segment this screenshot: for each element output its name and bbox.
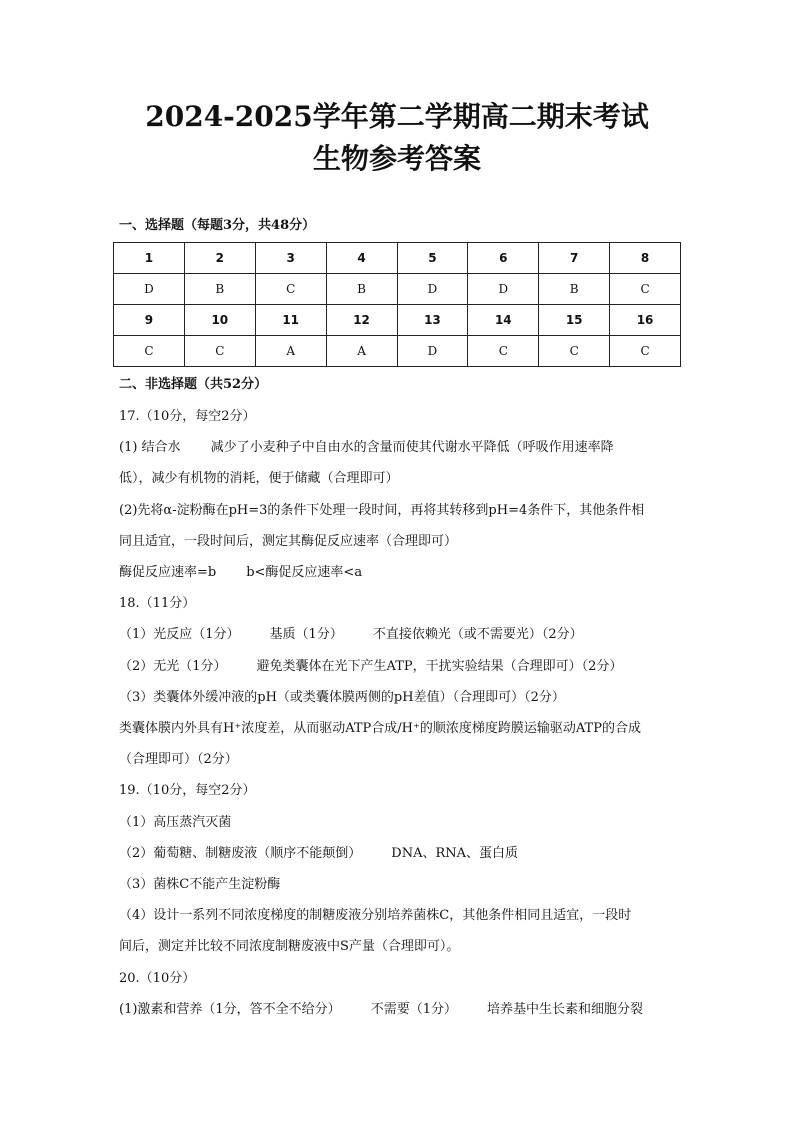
answer-line [119,814,684,832]
answer-line [119,876,684,894]
answer-text: 基质（1分） [269,627,343,643]
answer-line [119,439,684,457]
page-subtitle: 生物参考答案 [312,142,481,175]
answer-cell: B [326,274,397,305]
answer-line [119,626,684,644]
page-title: 2024-2025学年第二学期高二期末考试 [145,100,649,133]
answer-text: （1）高压蒸汽灭菌 [119,814,232,830]
answer-line [119,658,684,676]
question-number-row [114,305,681,336]
answer-text: （2）无光（1分） [119,658,227,674]
answer-cell: C [610,336,681,367]
answer-row [114,336,681,367]
question-number-cell: 14 [468,305,539,336]
question-number-cell: 2 [184,243,255,274]
question-number-cell: 10 [184,305,255,336]
answer-line [119,845,684,863]
section-heading-choice: 一、选择题（每题3分，共48分） [119,218,316,233]
answer-cell: A [326,336,397,367]
answer-line [119,907,684,925]
question-number-cell: 6 [468,243,539,274]
answer-cell: C [255,274,326,305]
answer-line [119,782,684,800]
question-number-cell: 13 [397,305,468,336]
answer-cell: C [468,336,539,367]
answer-text: 类囊体膜内外具有H⁺浓度差，从而驱动ATP合成/H⁺的顺浓度梯度跨膜运输驱动ATP的合成 [119,721,641,736]
answer-line [119,720,684,738]
answer-text: 不直接依赖光（或不需要光）（2分） [372,627,583,643]
answer-cell: B [184,274,255,305]
answer-text: 低），减少有机物的消耗，便于储藏（合理即可） [119,471,399,487]
question-number-cell: 3 [255,243,326,274]
question-number-cell: 4 [326,243,397,274]
question-number-cell: 11 [255,305,326,336]
answer-text: （1）光反应（1分） [119,627,240,643]
question-number-cell: 9 [114,305,185,336]
question-number-cell: 12 [326,305,397,336]
answer-line [119,938,684,956]
answer-line [119,470,684,488]
answer-cell: C [539,336,610,367]
answer-text: (1) 结合水 [119,440,181,456]
answer-text: （3）类囊体外缓冲液的pH（或类囊体膜两侧的pH差值）（合理即可）（2分） [119,689,565,705]
question-number-cell: 8 [610,243,681,274]
question-number-cell: 16 [610,305,681,336]
answer-line [119,689,684,707]
answer-line [119,970,684,988]
answer-text: 同且适宜，一段时间后，测定其酶促反应速率（合理即可） [119,533,458,549]
answer-cell: C [114,336,185,367]
answer-text: DNA、RNA、蛋白质 [391,845,519,861]
answer-cell: D [114,274,185,305]
answer-text: （4）设计一系列不同浓度梯度的制糖废液分别培养菌株C，其他条件相同且适宜，一段时 [119,908,632,924]
answer-text: 酶促反应速率=b [119,565,217,580]
answer-text: 20.（10分） [119,970,196,986]
answer-text: (1)激素和营养（1分，答不全不给分） [119,1001,341,1017]
section-heading-non-choice: 二、非选择题（共52分） [119,377,268,392]
question-number-cell: 1 [114,243,185,274]
answer-line [119,408,684,426]
question-number-cell: 5 [397,243,468,274]
answer-cell: D [468,274,539,305]
answer-line [119,595,684,613]
question-number-cell: 15 [539,305,610,336]
answer-cell: C [184,336,255,367]
answer-line [119,751,684,769]
answer-cell: C [610,274,681,305]
answer-text: 17.（10分，每空2分） [119,409,256,424]
answer-text: 19.（10分，每空2分） [119,783,256,799]
answer-line [119,1001,684,1019]
answer-table [113,242,681,367]
answer-text: （合理即可）（2分） [119,752,238,768]
answer-cell: D [397,336,468,367]
answer-cell: A [255,336,326,367]
answer-text: （3）菌株C不能产生淀粉酶 [119,877,281,892]
answer-text: 间后，测定并比较不同浓度制糖废液中S产量（合理即可）。 [119,939,460,955]
answer-line [119,533,684,551]
question-number-row [114,243,681,274]
answer-cell: B [539,274,610,305]
answer-line [119,502,684,520]
answer-text: （2）葡萄糖、制糖废液（顺序不能颠倒） [119,845,362,861]
answer-text: 18.（11分） [119,596,196,612]
answer-row [114,274,681,305]
answer-text: 避免类囊体在光下产生ATP，干扰实验结果（合理即可）（2分） [256,658,623,674]
answer-text: 培养基中生长素和细胞分裂 [486,1001,643,1017]
question-number-cell: 7 [539,243,610,274]
answer-cell: D [397,274,468,305]
answer-text: (2)先将α-淀粉酶在pH=3的条件下处理一段时间，再将其转移到pH=4条件下，其他条件相 [119,502,645,518]
answer-text: 减少了小麦种子中自由水的含量而使其代谢水平降低（呼吸作用速率降 [210,440,614,456]
answer-line [119,564,684,582]
answer-text: b<酶促反应速率<a [246,565,363,580]
answer-text: 不需要（1分） [370,1001,457,1017]
